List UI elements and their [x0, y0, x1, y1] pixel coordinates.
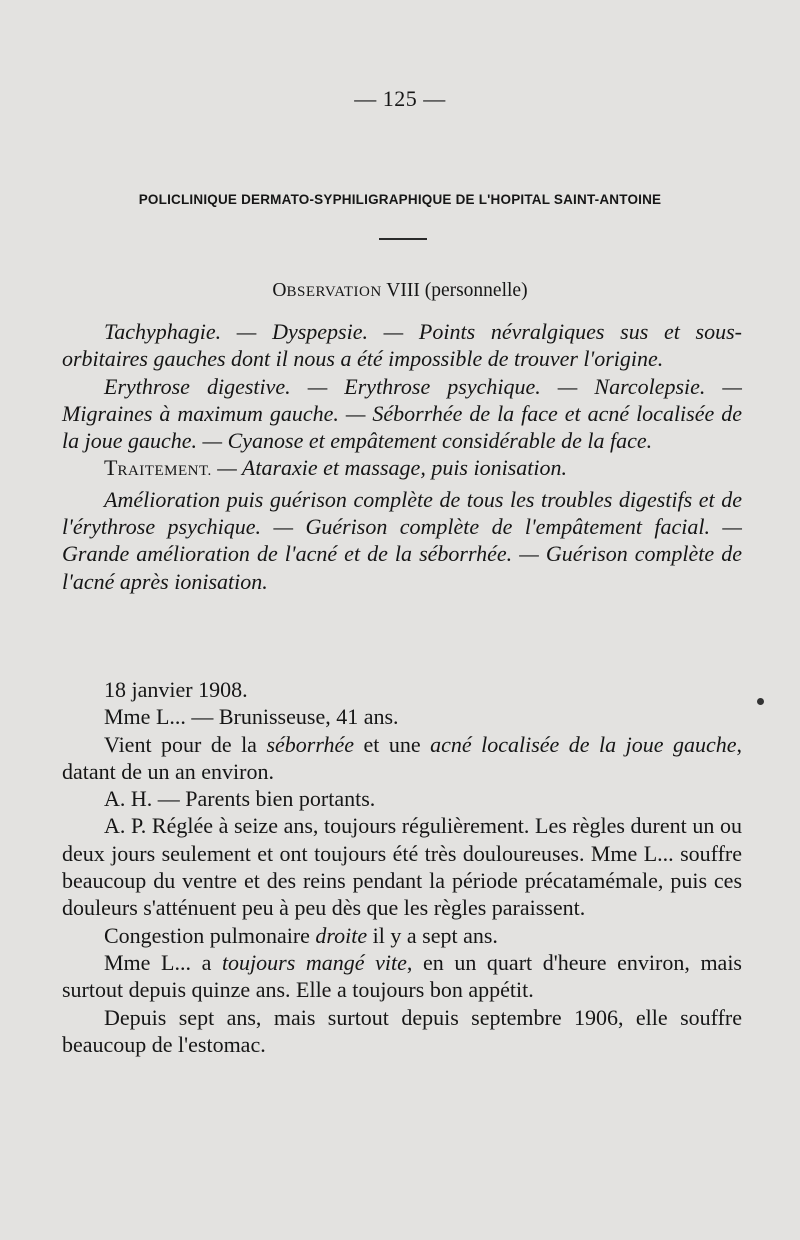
treatment-label: [104, 455, 212, 480]
complaint-text-1: Vient pour de la: [104, 731, 267, 757]
observation-title: [0, 280, 800, 302]
summary-treatment: [62, 454, 742, 485]
case-family-history: A. H. — Parents bien portants.: [104, 786, 376, 812]
eating-text-1: Mme L... a: [104, 949, 222, 975]
clinic-header: POLICLINIQUE DERMATO-SYPHILIGRAPHIQUE DE L'HOPITAL SAINT-ANTOINE: [138, 192, 662, 207]
congestion-text-2: il y a sept ans.: [367, 922, 498, 948]
congestion-text-1: Congestion pulmonaire: [104, 922, 316, 948]
complaint-acne: acné localisée de la joue gauche: [430, 731, 737, 757]
summary-block: [62, 318, 742, 595]
page-number: — 125 —: [354, 86, 446, 111]
case-body: [62, 676, 742, 1058]
treatment-cap: T: [104, 455, 118, 481]
complaint-text-3: , datant de un an environ.: [62, 731, 742, 784]
case-personal-history: A. P. Réglée à seize ans, toujours régulièrement. Les règles durent un ou deux jours seulement et ont toujours été très douloureuses. Mme L... souffre beaucoup du ventre et des reins pendant la période précatamémale, puis ces douleurs s'atténuent peu à peu dès que les règles paraissent.: [62, 813, 742, 921]
observation-small: BSERVATION: [286, 284, 382, 300]
summary-symptoms: Tachyphagie. — Dyspepsie. — Points névralgiques sus et sous-orbitaires gauches dont il nous a été impossible de trouver l'origine.: [62, 319, 742, 372]
header-divider: [379, 238, 427, 240]
case-stomach: Depuis sept ans, mais surtout depuis septembre 1906, elle souffre beaucoup de l'estomac.: [62, 1004, 742, 1057]
summary-outcome: Amélioration puis guérison complète de tous les troubles digestifs et de l'érythrose psychique. — Guérison complète de l'empâtement facial. — Grande amélioration de l'acné et de la séborrhée. — Guérison complète de l'acné après ionisation.: [62, 486, 742, 594]
complaint-text-2: et une: [354, 731, 431, 757]
case-complaint: [62, 731, 742, 786]
ink-spot: [757, 698, 764, 705]
observation-rest: VIII (personnelle): [381, 280, 528, 301]
case-congestion: [62, 922, 742, 949]
eating-emphasis: toujours mangé vite: [221, 949, 407, 975]
case-patient: Mme L... — Brunisseuse, 41 ans.: [104, 704, 399, 730]
case-date: 18 janvier 1908.: [104, 677, 248, 702]
congestion-droite: droite: [315, 922, 368, 948]
complaint-seborrhee: séborrhée: [266, 731, 355, 757]
observation-cap: O: [272, 280, 287, 301]
treatment-text: — Ataraxie et massage, puis ionisation.: [211, 455, 568, 481]
case-eating-habits: [62, 949, 742, 1004]
summary-findings: Erythrose digestive. — Erythrose psychique. — Narcolepsie. — Migraines à maximum gauche. — Séborrhée de la face et acné localisée de la joue gauche. — Cyanose et empâtement considérable de la face.: [62, 373, 742, 454]
eating-text-2: , en un quart d'heure environ, mais surtout depuis quinze ans. Elle a toujours bon appétit.: [62, 949, 742, 1003]
treatment-small: RAITEMENT.: [117, 463, 212, 480]
